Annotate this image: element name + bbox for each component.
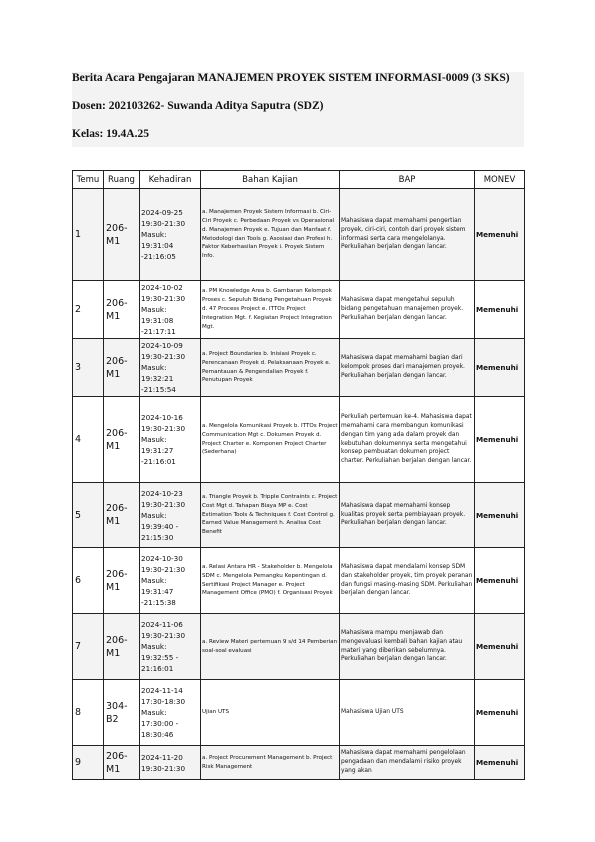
cell-session-number: 2: [73, 281, 104, 339]
cell-session-number: 4: [73, 397, 104, 483]
cell-material: a. Mengelola Komunikasi Proyek b. ITTOs Project Communication Mgt c. Dokumen Proyek d. Project Charter e. Komponen Project Charter (Sederhana): [201, 397, 340, 483]
cell-monev: Memenuhi: [475, 281, 525, 339]
cell-material: a. PM Knowledge Area b. Gambaran Kelompok Proses c. Sepuluh Bidang Pengetahuan Proyek d. 47 Process Project e. ITTOs Project Integration Mgt. f. Kegiatan Project Integration Mgt.: [201, 281, 340, 339]
cell-monev: Memenuhi: [475, 339, 525, 397]
cell-material: Ujian UTS: [201, 680, 340, 746]
cell-session-number: 9: [73, 746, 104, 780]
lecturer-info: Dosen: 202103262- Suwanda Aditya Saputra (SDZ): [72, 100, 324, 112]
cell-monev: Memenuhi: [475, 397, 525, 483]
cell-session-number: 1: [73, 189, 104, 281]
teaching-report-table: [72, 170, 525, 780]
cell-room: 206-M1: [104, 548, 140, 614]
class-info: Kelas: 19.4A.25: [72, 128, 149, 140]
cell-bap: Mahasiswa mampu menjawab dan mengevaluasi kembali bahan kajian atau materi yang diberikan sebelumnya. Perkuliahan berjalan dengan lancar.: [340, 614, 475, 680]
cell-material: a. Relasi Antara HR - Stakeholder b. Mengelola SDM c. Mengelola Pemangku Kepentingan d. Sertifikasi Project Manager e. Project Management Office (PMO) f. Organisasi Proyek: [201, 548, 340, 614]
cell-room: 206-M1: [104, 281, 140, 339]
cell-attendance: 2024-10-30 19:30-21:30 Masuk: 19:31:47 -21:15:38: [140, 548, 201, 614]
cell-session-number: 3: [73, 339, 104, 397]
cell-monev: Memenuhi: [475, 483, 525, 548]
cell-monev: Memenuhi: [475, 189, 525, 281]
table-row: [73, 339, 525, 397]
cell-bap: Mahasiswa dapat memahami pengertian proyek, ciri-ciri, contoh dari proyek sistem informasi serta cara mengelolanya. Perkuliahan berjalan dengan lancar.: [340, 189, 475, 281]
cell-attendance: 2024-11-06 19:30-21:30 Masuk: 19:32:55 - 21:16:01: [140, 614, 201, 680]
cell-monev: Memenuhi: [475, 548, 525, 614]
column-header-bap: BAP: [340, 171, 475, 189]
table-row: [73, 614, 525, 680]
cell-room: 206-M1: [104, 483, 140, 548]
cell-attendance: 2024-11-20 19:30-21:30: [140, 746, 201, 780]
cell-attendance: 2024-11-14 17:30-18:30 Masuk: 17:30:00 - 18:30:46: [140, 680, 201, 746]
column-header-kehadiran: Kehadiran: [140, 171, 201, 189]
cell-attendance: 2024-10-16 19:30-21:30 Masuk: 19:31:27 -21:16:01: [140, 397, 201, 483]
cell-session-number: 5: [73, 483, 104, 548]
column-header-ruang: Ruang: [104, 171, 140, 189]
cell-bap: Mahasiswa dapat memahami konsep kualitas proyek serta pembiayaan proyek. Perkuliahan berjalan dengan lancar.: [340, 483, 475, 548]
cell-bap: Mahasiswa dapat memahami pengelolaan pengadaan dan mendalami risiko proyek yang akan: [340, 746, 475, 780]
cell-attendance: 2024-10-02 19:30-21:30 Masuk: 19:31:08 -21:17:11: [140, 281, 201, 339]
cell-session-number: 7: [73, 614, 104, 680]
column-header-bahan-kajian: Bahan Kajian: [201, 171, 340, 189]
cell-material: a. Project Procurement Management b. Project Risk Management: [201, 746, 340, 780]
cell-attendance: 2024-09-25 19:30-21:30 Masuk: 19:31:04 -21:16:05: [140, 189, 201, 281]
cell-session-number: 8: [73, 680, 104, 746]
cell-bap: Mahasiswa dapat mengetahui sepuluh bidang pengetahuan manajemen proyek. Perkuliahan berjalan dengan lancar.: [340, 281, 475, 339]
table-row: [73, 397, 525, 483]
column-header-temu: Temu: [73, 171, 104, 189]
cell-bap: Mahasiswa dapat mendalami konsep SDM dan stakeholder proyek, tim proyek peranan dan fungsi masing-masing SDM. Perkuliahan berjalan dengan lancar.: [340, 548, 475, 614]
cell-attendance: 2024-10-23 19:30-21:30 Masuk: 19:39:40 - 21:15:30: [140, 483, 201, 548]
cell-material: a. Triangle Proyek b. Tripple Contraints c. Project Cost Mgt d. Tahapan Biaya MP e. Cost Estimation Tools & Techniques f. Cost Control g. Earned Value Management h. Analisa Cost Benefit: [201, 483, 340, 548]
table-row: [73, 189, 525, 281]
cell-bap: Mahasiswa dapat memahami bagian dari kelompok proses dari manajemen proyek. Perkuliahan berjalan dengan lancar.: [340, 339, 475, 397]
document-title: Berita Acara Pengajaran MANAJEMEN PROYEK SISTEM INFORMASI-0009 (3 SKS): [72, 72, 510, 84]
table-row: [73, 548, 525, 614]
table-row: [73, 746, 525, 780]
table-row: [73, 483, 525, 548]
cell-bap: Mahasiswa Ujian UTS: [340, 680, 475, 746]
document-header: [72, 72, 524, 147]
cell-room: 206-M1: [104, 397, 140, 483]
table-header-row: [73, 171, 525, 189]
cell-monev: Memenuhi: [475, 680, 525, 746]
cell-room: 206-M1: [104, 614, 140, 680]
cell-monev: Memenuhi: [475, 614, 525, 680]
table-row: [73, 680, 525, 746]
cell-material: a. Project Boundaries b. Inisiasi Proyek c. Perencanaan Proyek d. Pelaksanaan Proyek e. Pemantauan & Pengendalian Proyek f. Penutupan Proyek: [201, 339, 340, 397]
cell-material: a. Review Materi pertemuan 9 s/d 14 Pemberian soal-soal evaluasi: [201, 614, 340, 680]
cell-session-number: 6: [73, 548, 104, 614]
cell-bap: Perkuliah pertemuan ke-4. Mahasiswa dapat memahami cara membangun komunikasi dengan tim yang ada dalam proyek dan kebutuhan dokumennya serta mengetahui konsep pembuatan dokumen project charter. Perkuliahan berjalan dengan lancar.: [340, 397, 475, 483]
cell-monev: Memenuhi: [475, 746, 525, 780]
cell-room: 206-M1: [104, 339, 140, 397]
cell-attendance: 2024-10-09 19:30-21:30 Masuk: 19:32:21 -21:15:54: [140, 339, 201, 397]
cell-room: 304-B2: [104, 680, 140, 746]
cell-room: 206-M1: [104, 189, 140, 281]
cell-room: 206-M1: [104, 746, 140, 780]
table-row: [73, 281, 525, 339]
cell-material: a. Manajemen Proyek Sistem Informasi b. Ciri-Ciri Proyek c. Perbedaan Proyek vs Operasional d. Manajemen Proyek e. Tujuan dan Manfaat f. Metodologi dan Tools g. Asosiasi dan Profesi h. Faktor Keberhasilan Proyek i. Proyek Sistem Info.: [201, 189, 340, 281]
column-header-monev: MONEV: [475, 171, 525, 189]
